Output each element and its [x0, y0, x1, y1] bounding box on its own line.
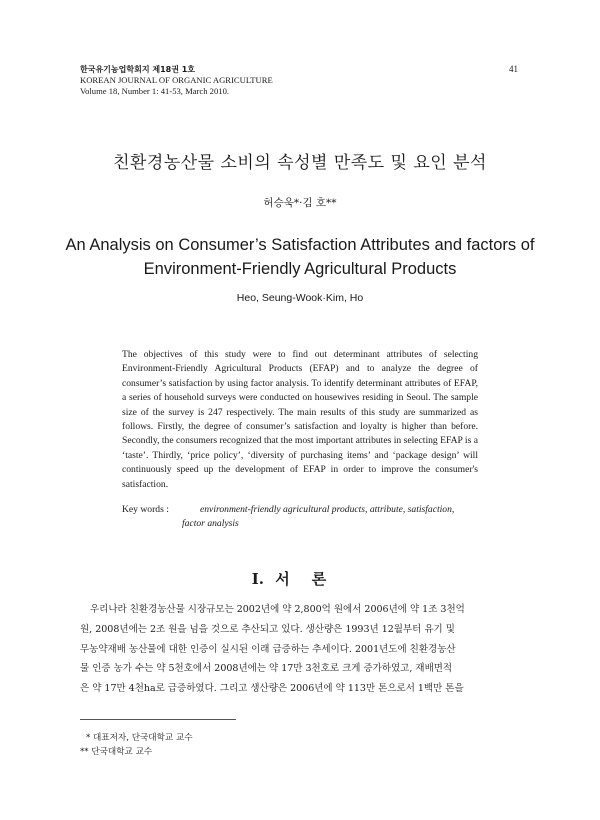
footnote-divider	[80, 719, 236, 720]
journal-title-ko: 한국유기농업학회지 제18권 1호	[80, 65, 196, 74]
body-line: 은 약 17만 4천ha로 급증하였다. 그리고 생산량은 2006년에 약 113만 톤으로서 1백만 톤을	[80, 683, 464, 695]
section-heading	[0, 568, 600, 589]
keywords-line1: environment-friendly agricultural products, attribute, satisfaction,	[200, 504, 455, 515]
footnote-1: * 대표저자, 단국대학교 교수	[86, 733, 193, 743]
body-line: 물 인증 농가 수는 약 5천호에서 2008년에는 약 17만 3천호로 크게 증가하였고, 재배면적	[80, 663, 453, 675]
body-text	[80, 600, 520, 699]
paper-title-en-line2: Environment-Friendly Agricultural Products	[143, 260, 457, 278]
authors-en: Heo, Seung-Wook·Kim, Ho	[236, 292, 364, 304]
body-line: 우리나라 친환경농산물 시장규모는 2002년에 약 2,800억 원에서 2006년에 약 1조 3천억	[90, 604, 465, 615]
journal-volume: Volume 18, Number 1: 41-53, March 2010.	[80, 86, 230, 96]
body-line: 무농약재배 농산물에 대한 인증이 실시된 이래 급증하는 추세이다. 2001년도에 친환경농산	[80, 643, 456, 655]
paper-title-en	[40, 233, 560, 281]
journal-title-en: KOREAN JOURNAL OF ORGANIC AGRICULTURE	[80, 75, 273, 85]
section-title: 서론	[275, 570, 349, 588]
paper-title-en-line1: An Analysis on Consumer’s Satisfaction Attributes and factors of	[65, 236, 535, 254]
keywords-line2: factor analysis	[182, 518, 239, 530]
authors-ko: 허승욱*·김 호**	[263, 197, 337, 209]
keywords	[122, 503, 478, 532]
page-number: 41	[509, 64, 518, 74]
paper-title-ko: 친환경농산물 소비의 속성별 만족도 및 요인 분석	[113, 153, 487, 173]
footnote-2: ** 단국대학교 교수	[80, 747, 153, 757]
keywords-label: Key words :	[122, 504, 169, 515]
section-number: Ⅰ.	[251, 570, 265, 588]
abstract: The objectives of this study were to find out determinant attributes of selecting Environment-Friendly Agricultural Products (EFAP) and to analyze the degree of consumer’s satisfaction by using factor analysis. To identify determinant attributes of EFAP, a series of household surveys were conducted on housewives residing in Seoul. The sample size of the survey is 247 respectively. The main results of this study are summarized as follows. Firstly, the degree of consumer’s satisfaction and loyalty is higher than before. Secondly, the consumers recognized that the most important attributes in selecting EFAP is a ‘taste’. Thirdly, ‘price policy’, ‘diversity of purchasing items’ and ‘package design’ will continuously speed up the development of EFAP in order to improve the consumer's satisfaction.	[122, 349, 478, 490]
footnotes	[80, 731, 193, 759]
body-line: 원, 2008년에는 2조 원을 넘을 것으로 추산되고 있다. 생산량은 1993년 12월부터 유기 및	[80, 623, 455, 635]
journal-header	[80, 64, 273, 97]
